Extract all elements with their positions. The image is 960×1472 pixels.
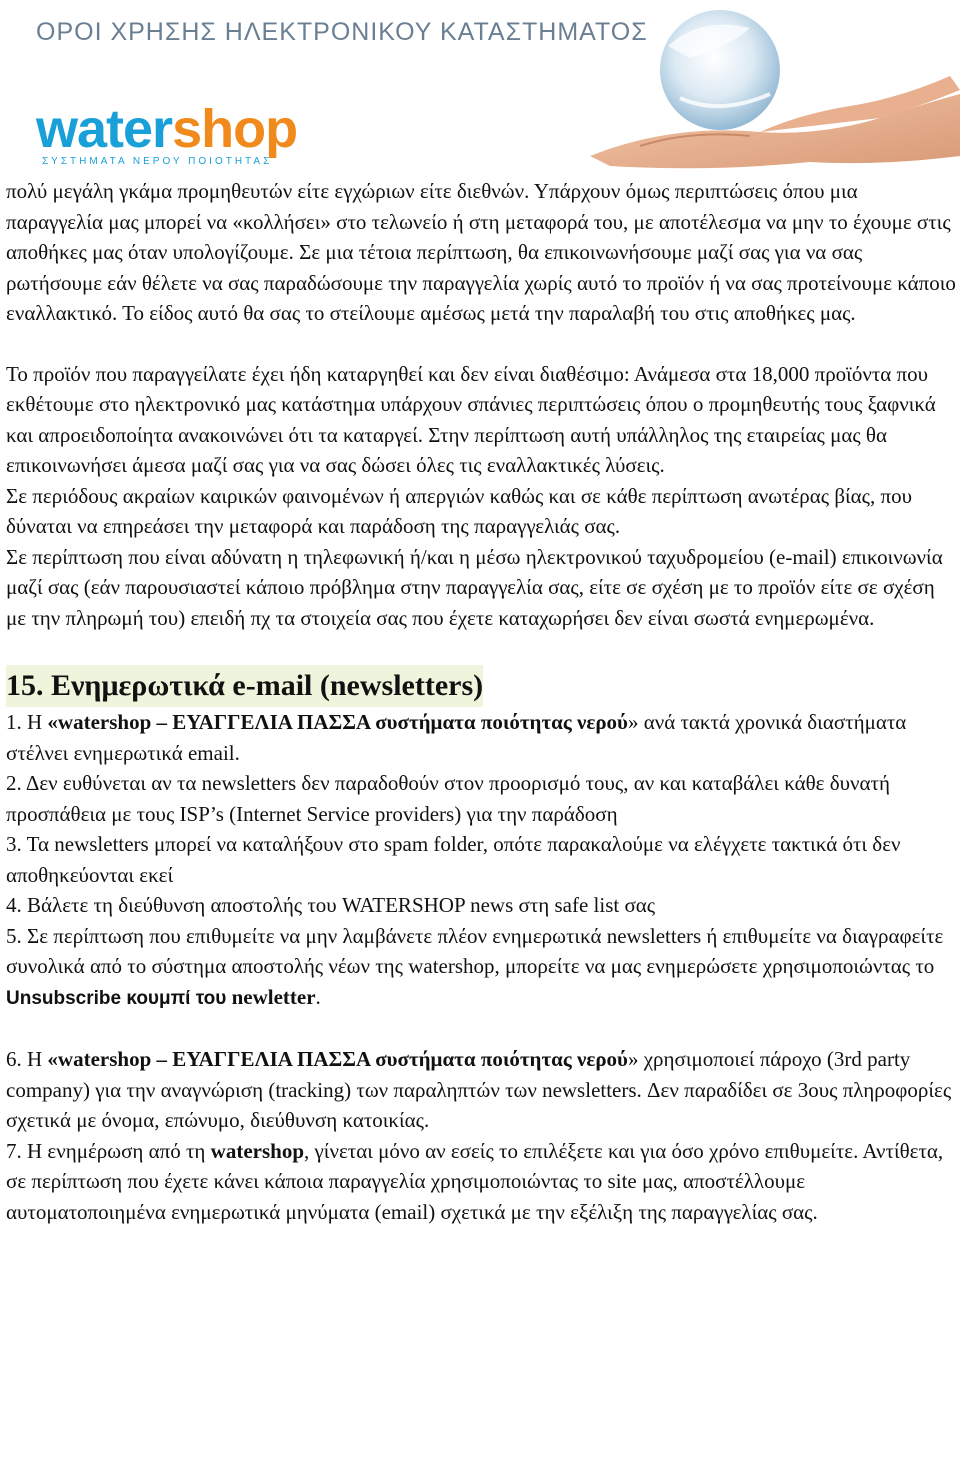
page-header	[0, 0, 960, 172]
item-text: » χρησιμοποιεί πάροχο (3rd party company) για την αναγνώριση (tracking) των παραληπτών των newsletters. Δεν παραδίδει σε 3ους πληροφορίες σχετικά με όνομα, επώνυμο, διεύθυνση κατοικίας.	[6, 1047, 952, 1132]
watershop-logo	[36, 99, 336, 167]
newsletter-item-6	[6, 1044, 956, 1136]
header-title: ΟΡΟΙ ΧΡΗΣΗΣ ΗΛΕΚΤΡΟΝΙΚΟΥ ΚΑΤΑΣΤΗΜΑΤΟΣ	[36, 18, 648, 46]
paragraph-discontinued: Το προϊόν που παραγγείλατε έχει ήδη καταργηθεί και δεν είναι διαθέσιμο: Ανάμεσα στα 18,000 προϊόντα που εκθέτουμε στο ηλεκτρονικό μας κατάστημα υπάρχουν σπάνιες περιπτώσεις όπου ο προμηθευτής τους ξαφνικά και απροειδοποίητα ανακοινώνει ότι τα καταργεί. Στην περίπτωση αυτή υπάλληλος της εταιρείας μας θα επικοινωνήσει άμεσα μαζί σας για να σας δώσει όλες τις εναλλακτικές λύσεις.	[6, 361, 936, 477]
watershop-bold: watershop	[210, 1138, 305, 1163]
item-text: , γίνεται μόνο αν εσείς το επιλέξετε και για όσο χρόνο επιθυμείτε. Αντίθετα, σε περίπτωση που έχετε κάνει κάποια παραγγελία χρησιμοποιώντας το site μας, αποστέλλουμε αυτοματοποιημένα ενημερωτικά μηνύματα (email) σχετικά με την εξέλιξη της παραγγελίας σας.	[6, 1138, 944, 1224]
water-splash-hand-image	[550, 6, 960, 172]
item-text: 6. Η	[6, 1047, 48, 1071]
item-text: 7. Η ενημέρωση από τη	[6, 1138, 211, 1163]
newsletter-item-5	[6, 921, 956, 1015]
logo-water-text: water	[36, 99, 173, 159]
item-text: 1. Η	[6, 710, 48, 734]
paragraph-contact-impossible: Σε περίπτωση που είναι αδύνατη η τηλεφωνική ή/και η μέσω ηλεκτρονικού ταχυδρομείου (e-mail) επικοινωνία μαζί σας (εάν παρουσιαστεί κάποιο πρόβλημα στην παραγγελία σας, είτε σε σχέση με το προϊόν είτε σε σχέση με την πληρωμή του) επειδή πχ τα στοιχεία σας που έχετε καταχωρήσει δεν είναι σωστά ενημερωμένα.	[6, 544, 943, 630]
logo-wordmark	[36, 99, 336, 159]
company-name-bold: «watershop – ΕΥΑΓΓΕΛΙΑ ΠΑΣΣΑ συστήματα ποιότητας νερού	[47, 1047, 628, 1071]
item-text: 5. Σε περίπτωση που επιθυμείτε να μην λαμβάνετε πλέον ενημερωτικά newsletters ή επιθυμείτε να διαγραφείτε συνολικά από το σύστημα αποστολής νέων της watershop, μπορείτε να μας ενημερώσετε χρησιμοποιώντας το	[6, 923, 944, 978]
paragraph-force-majeure: Σε περιόδους ακραίων καιρικών φαινομένων ή απεργιών καθώς και σε κάθε περίπτωση ανωτέρας βίας, που δύναται να επηρεάσει την μεταφορά και παράδοση της παραγγελιάς σας.	[6, 483, 912, 538]
newsletter-item-2: 2. Δεν ευθύνεται αν τα newsletters δεν παραδοθούν στον προορισμό τους, αν και καταβάλει κάθε δυνατή προσπάθεια με τους ISP’s (Internet Service providers) για την παράδοση	[6, 771, 890, 826]
newsletter-item-7	[6, 1136, 956, 1228]
newsletter-item-3: 3. Τα newsletters μπορεί να καταλήξουν στο spam folder, οπότε παρακαλούμε να ελέγχετε τακτικά ότι δεν αποθηκεύονται εκεί	[6, 832, 901, 887]
spacer	[6, 329, 956, 359]
item-text: » ανά τακτά χρονικά διαστήματα στέλνει ενημερωτικά email.	[6, 710, 907, 765]
section-heading-newsletters: 15. Ενημερωτικά e-mail (newsletters)	[6, 665, 483, 707]
logo-tagline: ΣΥΣΤΗΜΑΤΑ ΝΕΡΟΥ ΠΟΙΟΤΗΤΑΣ	[42, 156, 273, 167]
spacer	[6, 1014, 956, 1044]
logo-shop-text: shop	[172, 99, 298, 159]
newsletter-item-4: 4. Βάλετε τη διεύθυνση αποστολής του WATERSHOP news στη safe list σας	[6, 893, 656, 917]
newsletter-word-bold: newletter	[226, 984, 316, 1009]
document-body	[6, 176, 956, 1227]
spacer	[6, 633, 956, 661]
item-text: .	[315, 984, 321, 1009]
paragraph-stock-delay: πολύ μεγάλη γκάμα προμηθευτών είτε εγχώριων είτε διεθνών. Υπάρχουν όμως περιπτώσεις όπου μια παραγγελία μας μπορεί να «κολλήσει» στο τελωνείο ή στη μεταφορά του, με αποτέλεσμα να μην το έχουμε στις αποθήκες μας όταν υπολογίζουμε. Σε μια τέτοια περίπτωση, θα επικοινωνήσουμε μαζί σας για να σας ρωτήσουμε εάν θέλετε να σας παραδώσουμε την παραγγελία χωρίς αυτό το προϊόν ή να σας προτείνουμε κάποιο εναλλακτικό. Το είδος αυτό θα σας το στείλουμε αμέσως μετά την παραλαβή του στις αποθήκες μας.	[6, 179, 956, 325]
newsletter-item-1	[6, 707, 956, 768]
company-name-bold: «watershop – ΕΥΑΓΓΕΛΙΑ ΠΑΣΣΑ συστήματα ποιότητας νερού	[47, 710, 628, 734]
unsubscribe-text-bold: Unsubscribe κουμπί του	[6, 987, 227, 1009]
